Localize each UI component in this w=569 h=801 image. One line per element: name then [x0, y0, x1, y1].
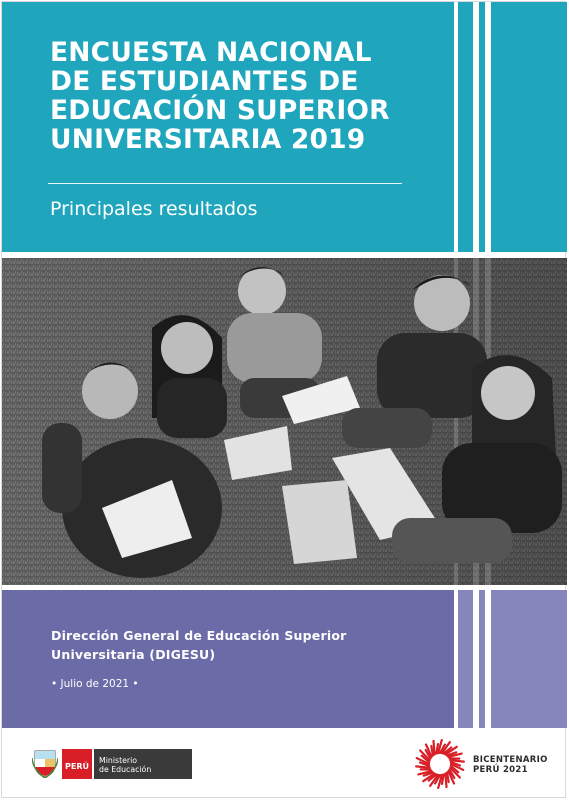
- paper: [282, 480, 357, 564]
- document-title: ENCUESTA NACIONAL DE ESTUDIANTES DE EDUCACIÓN SUPERIOR UNIVERSITARIA 2019: [50, 37, 390, 155]
- students-photo: [2, 258, 567, 585]
- cover-photo: [2, 258, 567, 585]
- department-line-2: Universitaria (DIGESU): [51, 647, 216, 662]
- title-divider: [48, 183, 402, 184]
- ministry-label: Ministerio de Educación: [94, 749, 192, 779]
- peru-coat-of-arms-icon: [32, 748, 58, 778]
- bicentenario-logo: [414, 738, 554, 790]
- bicentenario-label: BICENTENARIO PERÚ 2021: [473, 755, 548, 775]
- department-line-1: Dirección General de Educación Superior: [51, 628, 347, 643]
- peru-label: PERÚ: [62, 749, 92, 779]
- bicentenario-sun-icon: [414, 738, 470, 790]
- publication-date: • Julio de 2021 •: [51, 678, 139, 690]
- department-name: [51, 626, 371, 664]
- document-subtitle: Principales resultados: [50, 198, 258, 220]
